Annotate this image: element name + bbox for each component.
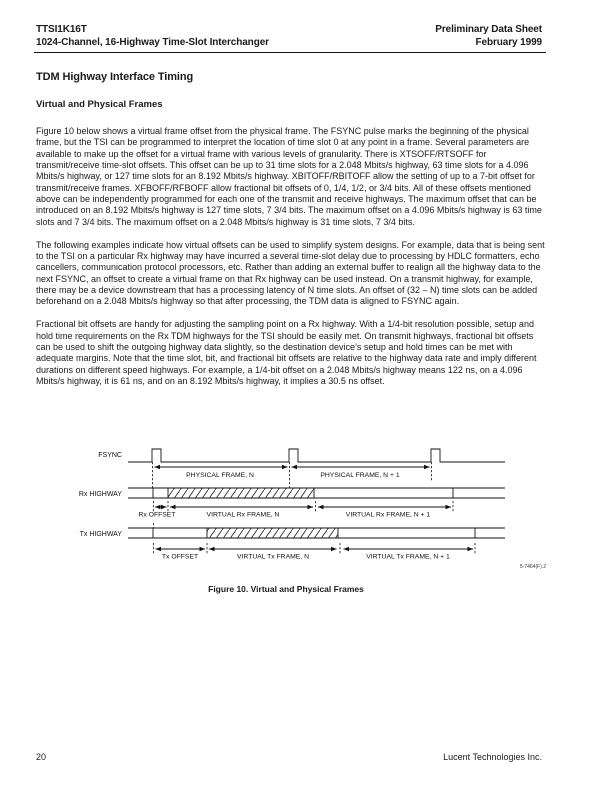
page-footer xyxy=(36,752,542,762)
paragraph-3: Fractional bit offsets are handy for adjusting the sampling point on a Rx highway. With a 1/4-bit resolution possible, setup and hold time requirements on the Rx TDM highways for the TSI should be easily met. On transmit highways, fractional bit offsets can be used to shift the outgoing highway data slightly, so the destination device’s setup and hold times can be met with adequate margins. Note that the time slot, bit, and fractional bit offsets are relative to the highway data rate and imply different durations on different speed highways. For example, a 1/4-bit offset on a 2.048 Mbits/s highway means 122 ns, on a 4.096 Mbits/s highway, it is 61 ns, and on an 8.192 Mbits/s highway, it implies a 30.5 ns offset. xyxy=(36,319,537,386)
tx-highway-band xyxy=(128,528,505,538)
subsection-title: Virtual and Physical Frames xyxy=(36,99,163,110)
section-title: TDM Highway Interface Timing xyxy=(36,71,194,83)
virtual-tx-frame-n1-label: VIRTUAL Tx FRAME, N + 1 xyxy=(366,553,450,561)
page-number: 20 xyxy=(36,752,47,762)
paragraph-2: The following examples indicate how virtual offsets can be used to simplify system designs. For example, data that is being sent to the TSI on a particular Rx highway may have incurred a several time-slot delay due to processing by HDLC formatters, echo cancellers, communication protocol processors, etc. Rather than adding an external buffer to realign all the highway data to the next FSYNC, an offset to create a virtual frame on that Rx highway can be used instead. On a transmit highway, for example, there may be a device downstream that has a processing latency of N time slots. An offset of (32 – N) time slots can be added beforehand on a 2.048 Mbits/s highway so that after processing, the TDM data is aligned to FSYNC again. xyxy=(36,239,545,307)
header-left xyxy=(36,24,269,49)
physical-frame-n1-label: PHYSICAL FRAME, N + 1 xyxy=(320,472,400,479)
company-name: Lucent Technologies Inc. xyxy=(443,752,542,762)
rx-highway-band xyxy=(128,488,505,498)
physical-frame-n-label: PHYSICAL FRAME, N xyxy=(186,472,254,479)
header-rule xyxy=(34,52,546,54)
part-number: TTSI1K16T xyxy=(36,24,87,35)
rx-offset-label: Rx OFFSET xyxy=(138,511,176,519)
tx-highway-label: Tx HIGHWAY xyxy=(79,531,122,538)
tx-offset-label: Tx OFFSET xyxy=(161,553,199,561)
figure-caption: Figure 10. Virtual and Physical Frames xyxy=(208,584,364,594)
body-text xyxy=(36,126,547,399)
fsync-waveform xyxy=(128,449,505,462)
virtual-tx-frame-n-label: VIRTUAL Tx FRAME, N xyxy=(236,553,310,561)
fsync-label: FSYNC xyxy=(98,452,122,459)
virtual-rx-frame-n-label: VIRTUAL Rx FRAME, N xyxy=(206,511,280,519)
page-header xyxy=(36,24,542,49)
rx-highway-label: Rx HIGHWAY xyxy=(78,491,122,498)
drawing-reference: 5-7464(F).2 xyxy=(519,564,546,570)
virtual-rx-frame-n1-label: VIRTUAL Rx FRAME, N + 1 xyxy=(345,511,431,519)
paragraph-1: Figure 10 below shows a virtual frame offset from the physical frame. The FSYNC pulse marks the beginning of the physical frame, but the TSI can be programmed to interpret the location of time slot 0 at any point in a frame. Several parameters are available to make up the offset for a virtual frame with various levels of granularity. There is XTSOFF/RTSOFF for transmit/receive time-slot offsets. This offset can be up to 31 time slots for a 2.048 Mbits/s highway, 63 time slots for a 4.096 Mbits/s highway, or 127 time slots for an 8.192 Mbits/s highway. XBITOFF/RBITOFF allow the setting of up to a 7-bit offset for transmit/receive frames. XFBOFF/RFBOFF allow fractional bit offsets of 0, 1/4, 1/2, or 3/4 bits. All of these offsets mentioned above can be independently programmed for each one of the transmit and receive highways. The maximum offset that can be introduced on an 8.192 Mbits/s highway is 127 time slots, 7 3/4 bits. The maximum offset on a 4.096 Mbits/s highway is 63 time slots and 7 3/4 bits. The maximum offset on a 2.048 Mbits/s highway is 31 time slots, 7 3/4 bits. xyxy=(36,126,542,227)
timing-diagram xyxy=(40,440,560,575)
header-right xyxy=(435,24,542,49)
doc-date: February 1999 xyxy=(475,36,542,48)
part-title: 1024-Channel, 16-Highway Time-Slot Interchanger xyxy=(36,36,269,48)
doc-type: Preliminary Data Sheet xyxy=(435,24,542,35)
